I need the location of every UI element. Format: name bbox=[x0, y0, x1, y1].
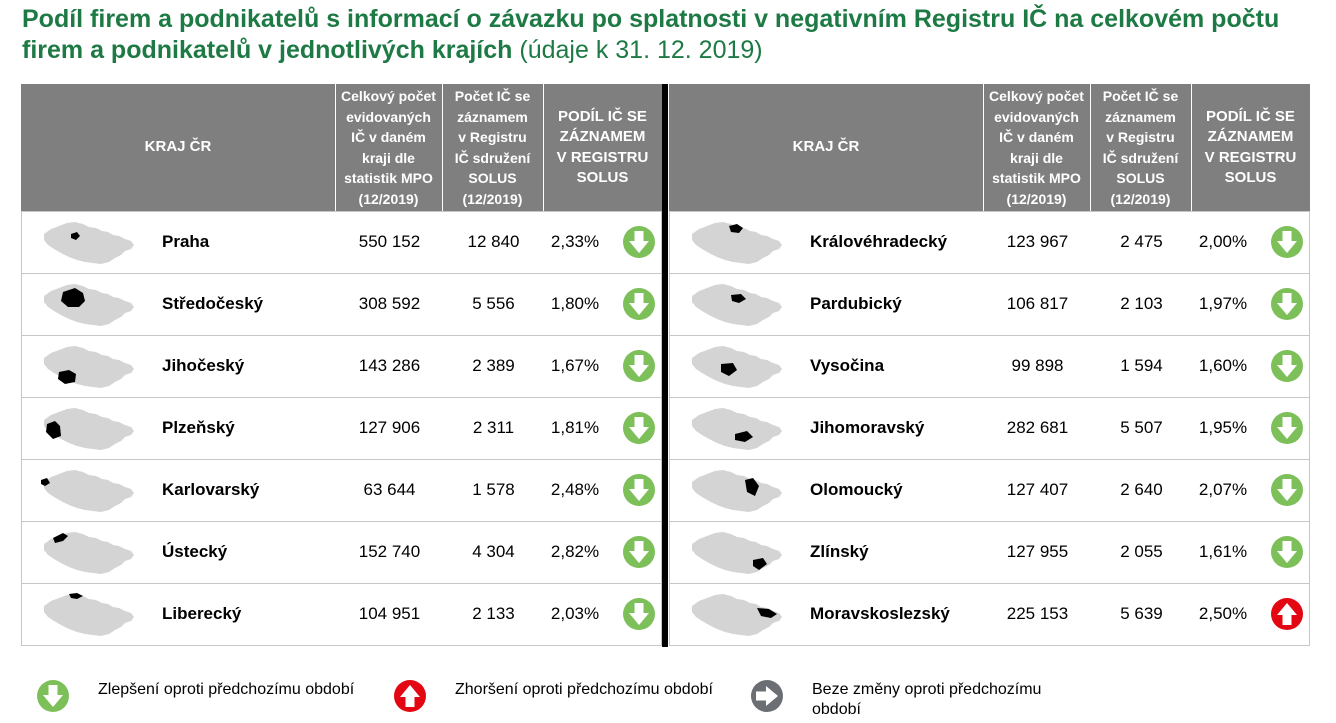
arrow-up-red-icon bbox=[393, 679, 427, 713]
share-percent: 1,67% bbox=[550, 356, 600, 375]
arrow-down-green-icon bbox=[1270, 287, 1304, 321]
total-count: 282 681 bbox=[1006, 418, 1069, 437]
arrow-right-gray-icon bbox=[750, 679, 784, 713]
registry-count: 2 311 bbox=[472, 418, 515, 437]
region-map-icon bbox=[689, 592, 784, 638]
total-count: 127 906 bbox=[358, 418, 421, 437]
region-name: Královéhradecký bbox=[810, 232, 948, 251]
table-row bbox=[669, 274, 1310, 336]
region-map-icon bbox=[689, 344, 784, 390]
page-title bbox=[22, 4, 1322, 66]
arrow-down-green-icon bbox=[622, 349, 656, 383]
total-count: 550 152 bbox=[358, 232, 421, 251]
legend-worsening-label: Zhoršení oproti předchozímu období bbox=[455, 681, 713, 698]
header-kraj: KRAJ ČR bbox=[792, 138, 860, 156]
arrow-down-green-icon bbox=[36, 679, 70, 713]
arrow-down-green-icon bbox=[1270, 411, 1304, 445]
share-percent: 2,48% bbox=[550, 480, 600, 499]
region-map-icon bbox=[41, 468, 136, 514]
legend-nochange-label: Beze změny oproti předchozímu období bbox=[812, 681, 1042, 718]
registry-count: 2 103 bbox=[1120, 294, 1163, 313]
header-pocet: Počet IČ se záznamem v Registru IČ sdružení SOLUS (12/2019) bbox=[454, 88, 531, 207]
table-row bbox=[669, 336, 1310, 398]
share-percent: 1,61% bbox=[1198, 542, 1248, 561]
arrow-down-green-icon bbox=[622, 535, 656, 569]
table-row bbox=[21, 460, 662, 522]
total-count: 99 898 bbox=[1011, 356, 1064, 375]
table-row bbox=[669, 398, 1310, 460]
region-map-icon bbox=[689, 530, 784, 576]
table-row bbox=[669, 584, 1310, 646]
total-count: 63 644 bbox=[363, 480, 416, 499]
region-name: Středočeský bbox=[162, 294, 264, 313]
registry-count: 5 556 bbox=[472, 294, 515, 313]
total-count: 308 592 bbox=[358, 294, 421, 313]
region-name: Olomoucký bbox=[810, 480, 903, 499]
share-percent: 1,95% bbox=[1198, 418, 1248, 437]
total-count: 106 817 bbox=[1006, 294, 1069, 313]
arrow-down-green-icon bbox=[1270, 473, 1304, 507]
region-map-icon bbox=[41, 220, 136, 266]
share-percent: 1,81% bbox=[550, 418, 600, 437]
header-pocet: Počet IČ se záznamem v Registru IČ sdružení SOLUS (12/2019) bbox=[1102, 88, 1179, 207]
center-divider bbox=[662, 84, 668, 647]
total-count: 225 153 bbox=[1006, 604, 1069, 623]
left-table bbox=[21, 84, 662, 647]
share-percent: 2,03% bbox=[550, 604, 600, 623]
share-percent: 2,82% bbox=[550, 542, 600, 561]
table-header bbox=[669, 84, 1310, 211]
table-row bbox=[669, 460, 1310, 522]
region-map-icon bbox=[41, 282, 136, 328]
arrow-down-green-icon bbox=[622, 411, 656, 445]
total-count: 143 286 bbox=[358, 356, 421, 375]
total-count: 127 955 bbox=[1006, 542, 1069, 561]
table-row bbox=[21, 336, 662, 398]
registry-count: 2 475 bbox=[1120, 232, 1163, 251]
region-name: Liberecký bbox=[162, 604, 242, 623]
table-row bbox=[21, 522, 662, 584]
registry-count: 5 507 bbox=[1120, 418, 1163, 437]
share-percent: 2,50% bbox=[1198, 604, 1248, 623]
registry-count: 1 594 bbox=[1120, 356, 1163, 375]
header-celkovy: Celkový počet evidovaných IČ v daném kraji dle statistik MPO (12/2019) bbox=[989, 88, 1084, 207]
region-name: Zlínský bbox=[810, 542, 869, 561]
right-rows bbox=[669, 211, 1310, 646]
region-name: Ústecký bbox=[162, 542, 228, 561]
region-name: Jihomoravský bbox=[810, 418, 925, 437]
share-percent: 1,60% bbox=[1198, 356, 1248, 375]
arrow-down-green-icon bbox=[1270, 225, 1304, 259]
registry-count: 1 578 bbox=[472, 480, 515, 499]
total-count: 104 951 bbox=[358, 604, 421, 623]
region-map-icon bbox=[41, 592, 136, 638]
total-count: 123 967 bbox=[1006, 232, 1069, 251]
region-name: Praha bbox=[162, 232, 210, 251]
registry-count: 5 639 bbox=[1120, 604, 1163, 623]
table-row bbox=[21, 274, 662, 336]
arrow-down-green-icon bbox=[622, 225, 656, 259]
table-row bbox=[21, 398, 662, 460]
region-name: Pardubický bbox=[810, 294, 902, 313]
region-name: Moravskoslezský bbox=[810, 604, 950, 623]
share-percent: 1,97% bbox=[1198, 294, 1248, 313]
total-count: 127 407 bbox=[1006, 480, 1069, 499]
header-celkovy: Celkový počet evidovaných IČ v daném kraji dle statistik MPO (12/2019) bbox=[341, 88, 436, 207]
title-main: Podíl firem a podnikatelů s informací o závazku po splatnosti v negativním Registru IČ na celkovém počtu firem a podnikatelů v jednotlivých krajích bbox=[22, 5, 1280, 64]
registry-count: 2 055 bbox=[1120, 542, 1163, 561]
total-count: 152 740 bbox=[358, 542, 421, 561]
table-row bbox=[669, 522, 1310, 584]
region-name: Plzeňský bbox=[162, 418, 235, 437]
right-table bbox=[669, 84, 1310, 647]
table-row bbox=[669, 211, 1310, 274]
title-date: (údaje k 31. 12. 2019) bbox=[519, 36, 763, 64]
share-percent: 2,00% bbox=[1198, 232, 1248, 251]
share-percent: 2,07% bbox=[1198, 480, 1248, 499]
table-row bbox=[21, 211, 662, 274]
header-podil: PODÍL IČ SE ZÁZNAMEM V REGISTRU SOLUS bbox=[556, 107, 649, 186]
registry-count: 2 389 bbox=[472, 356, 515, 375]
registry-count: 12 840 bbox=[467, 232, 520, 251]
table-row bbox=[21, 584, 662, 646]
region-map-icon bbox=[689, 406, 784, 452]
region-map-icon bbox=[689, 220, 784, 266]
registry-count: 2 133 bbox=[472, 604, 515, 623]
header-podil: PODÍL IČ SE ZÁZNAMEM V REGISTRU SOLUS bbox=[1204, 107, 1297, 186]
arrow-down-green-icon bbox=[1270, 349, 1304, 383]
region-map-icon bbox=[689, 468, 784, 514]
header-kraj: KRAJ ČR bbox=[144, 138, 212, 156]
table-header bbox=[21, 84, 662, 211]
region-name: Vysočina bbox=[810, 356, 885, 375]
arrow-up-red-icon bbox=[1270, 597, 1304, 631]
left-rows bbox=[21, 211, 662, 646]
registry-count: 4 304 bbox=[472, 542, 515, 561]
region-map-icon bbox=[41, 530, 136, 576]
region-map-icon bbox=[689, 282, 784, 328]
arrow-down-green-icon bbox=[622, 473, 656, 507]
region-map-icon bbox=[41, 344, 136, 390]
arrow-down-green-icon bbox=[1270, 535, 1304, 569]
registry-count: 2 640 bbox=[1120, 480, 1163, 499]
share-percent: 2,33% bbox=[550, 232, 600, 251]
arrow-down-green-icon bbox=[622, 287, 656, 321]
legend-improvement-label: Zlepšení oproti předchozímu období bbox=[98, 681, 355, 698]
region-name: Karlovarský bbox=[162, 480, 260, 499]
share-percent: 1,80% bbox=[550, 294, 600, 313]
region-map-icon bbox=[41, 406, 136, 452]
region-name: Jihočeský bbox=[162, 356, 245, 375]
arrow-down-green-icon bbox=[622, 597, 656, 631]
